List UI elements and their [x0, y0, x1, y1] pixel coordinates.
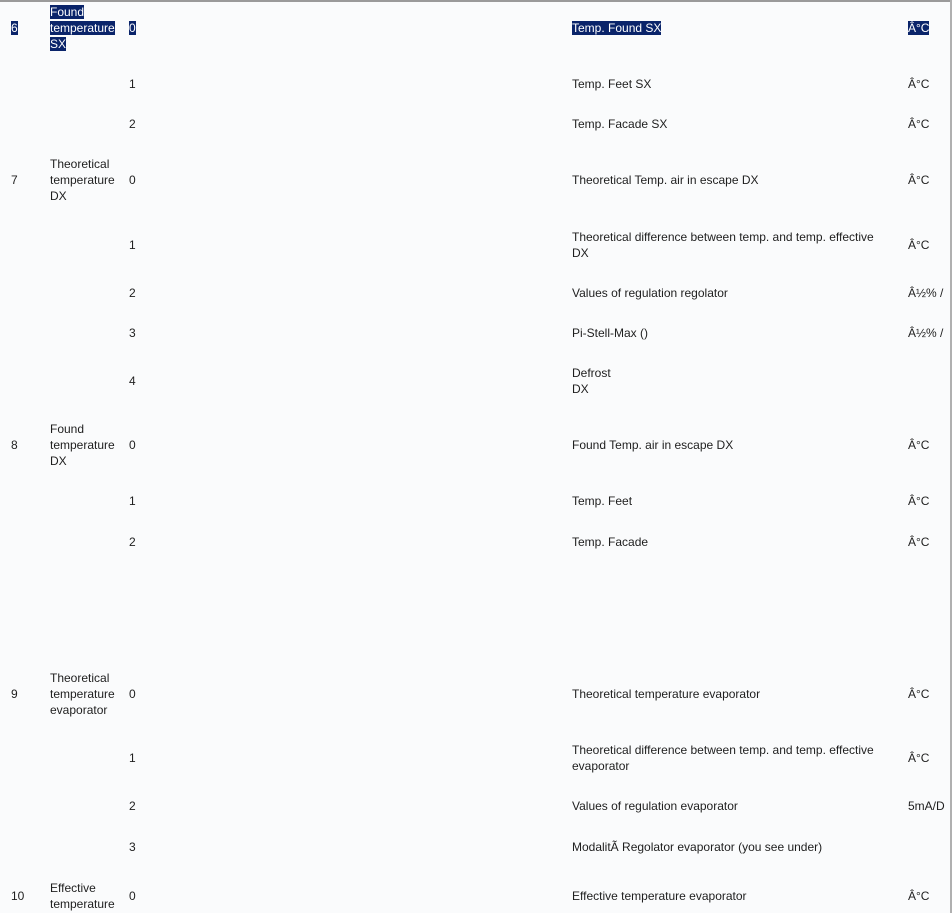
sub-index-text: 0: [129, 438, 136, 452]
unit: [908, 750, 952, 766]
sub-index: [129, 839, 149, 855]
parameter-description: [572, 76, 902, 92]
unit-text: Â½% /: [908, 286, 944, 300]
group-name-line: temperature: [50, 21, 115, 35]
group-name-line: SX: [50, 37, 67, 51]
parameter-description-line: Pi-Stell-Max (): [572, 326, 649, 340]
unit: [908, 285, 952, 301]
group-number-text: 10: [11, 889, 25, 903]
unit: [908, 888, 952, 904]
parameter-description-line: Temp. Feet SX: [572, 77, 652, 91]
sub-index-text: 2: [129, 117, 136, 131]
sub-index-text: 3: [129, 326, 136, 340]
group-number: [11, 686, 41, 702]
unit-text: Â°C: [908, 117, 930, 131]
sub-index-text: 1: [129, 751, 136, 765]
parameter-description-line: Defrost: [572, 366, 611, 380]
sub-index: [129, 373, 149, 389]
unit: [908, 172, 952, 188]
unit-text: Â°C: [908, 535, 930, 549]
parameter-description-line: Theoretical temperature evaporator: [572, 687, 761, 701]
group-name-line: evaporator: [50, 703, 108, 717]
group-name: [50, 880, 122, 912]
sub-index-text: 1: [129, 238, 136, 252]
group-number: [11, 20, 41, 36]
group-name-line: temperature: [50, 687, 115, 701]
sub-index-text: 3: [129, 840, 136, 854]
group-number-text: 9: [11, 687, 18, 701]
group-name: [50, 156, 122, 204]
unit: [908, 686, 952, 702]
unit: [908, 237, 952, 253]
parameter-description: [572, 325, 902, 341]
group-number: [11, 888, 41, 904]
unit-text: Â°C: [908, 889, 930, 903]
sub-index: [129, 493, 149, 509]
sub-index: [129, 686, 149, 702]
unit: [908, 76, 952, 92]
parameter-description-line: Effective temperature evaporator: [572, 889, 747, 903]
unit: [908, 20, 952, 36]
unit: [908, 493, 952, 509]
parameter-description-line: DX: [572, 382, 589, 396]
parameter-description: [572, 285, 902, 301]
parameter-description-line: Theoretical difference between temp. and temp. effective: [572, 743, 874, 757]
sub-index-text: 0: [129, 21, 136, 35]
unit: [908, 534, 952, 550]
sub-index-text: 2: [129, 799, 136, 813]
sub-index: [129, 237, 149, 253]
parameter-description-line: Theoretical difference between temp. and temp. effective: [572, 230, 874, 244]
unit-text: Â°C: [908, 751, 930, 765]
sub-index: [129, 437, 149, 453]
parameter-description-line: ModalitÃ Regolator evaporator (you see under): [572, 840, 823, 854]
parameter-description: [572, 493, 902, 509]
parameter-description-line: Temp. Found SX: [572, 21, 662, 35]
group-number-text: 8: [11, 438, 18, 452]
parameter-description-line: DX: [572, 246, 589, 260]
group-name-line: Effective: [50, 881, 96, 895]
sub-index-text: 1: [129, 77, 136, 91]
group-name-line: temperature: [50, 438, 115, 452]
parameter-description: [572, 742, 902, 774]
parameter-description: [572, 229, 902, 261]
parameter-description: [572, 888, 902, 904]
parameter-description-line: Temp. Facade: [572, 535, 649, 549]
group-name: [50, 421, 122, 469]
unit-text: Â°C: [908, 77, 930, 91]
sub-index: [129, 888, 149, 904]
parameter-description: [572, 437, 902, 453]
group-name-line: Theoretical: [50, 157, 110, 171]
group-name-line: DX: [50, 189, 67, 203]
sub-index-text: 4: [129, 374, 136, 388]
parameter-description-line: Values of regulation regolator: [572, 286, 728, 300]
parameter-description-line: evaporator: [572, 759, 630, 773]
sub-index: [129, 285, 149, 301]
parameter-description: [572, 172, 902, 188]
top-border: [0, 0, 952, 2]
parameter-description-line: Temp. Facade SX: [572, 117, 668, 131]
group-name-line: temperature: [50, 173, 115, 187]
group-name: [50, 670, 122, 718]
sub-index-text: 0: [129, 687, 136, 701]
unit-text: Â°C: [908, 238, 930, 252]
sub-index: [129, 798, 149, 814]
unit-text: 5mA/D: [908, 799, 945, 813]
sub-index: [129, 534, 149, 550]
unit-text: Â°C: [908, 494, 930, 508]
sub-index: [129, 20, 149, 36]
group-number: [11, 437, 41, 453]
unit-text: Â°C: [908, 687, 930, 701]
unit: [908, 437, 952, 453]
group-number-text: 6: [11, 21, 18, 35]
group-name-line: temperature: [50, 897, 115, 911]
sub-index-text: 0: [129, 889, 136, 903]
unit: [908, 798, 952, 814]
parameter-description-line: Theoretical Temp. air in escape DX: [572, 173, 759, 187]
parameter-description: [572, 798, 902, 814]
parameter-description: [572, 839, 902, 855]
group-name-line: DX: [50, 454, 67, 468]
parameter-description: [572, 116, 902, 132]
group-name-line: Found: [50, 422, 85, 436]
sub-index-text: 0: [129, 173, 136, 187]
group-number-text: 7: [11, 173, 18, 187]
unit: [908, 325, 952, 341]
sub-index: [129, 325, 149, 341]
unit-text: Â°C: [908, 21, 930, 35]
parameter-description: [572, 534, 902, 550]
sub-index-text: 2: [129, 535, 136, 549]
sub-index-text: 1: [129, 494, 136, 508]
sub-index: [129, 116, 149, 132]
group-name-line: Found: [50, 5, 85, 19]
unit-text: Â°C: [908, 438, 930, 452]
sub-index: [129, 76, 149, 92]
unit-text: Â°C: [908, 173, 930, 187]
sub-index: [129, 172, 149, 188]
parameter-description-line: Found Temp. air in escape DX: [572, 438, 734, 452]
unit-text: Â½% /: [908, 326, 944, 340]
parameter-description-line: Temp. Feet: [572, 494, 633, 508]
parameter-description: [572, 686, 902, 702]
parameter-description-line: Values of regulation evaporator: [572, 799, 738, 813]
sub-index-text: 2: [129, 286, 136, 300]
unit: [908, 116, 952, 132]
group-name-line: Theoretical: [50, 671, 110, 685]
group-number: [11, 172, 41, 188]
sub-index: [129, 750, 149, 766]
parameter-description: [572, 365, 902, 397]
group-name: [50, 4, 122, 52]
parameter-description: [572, 20, 902, 36]
